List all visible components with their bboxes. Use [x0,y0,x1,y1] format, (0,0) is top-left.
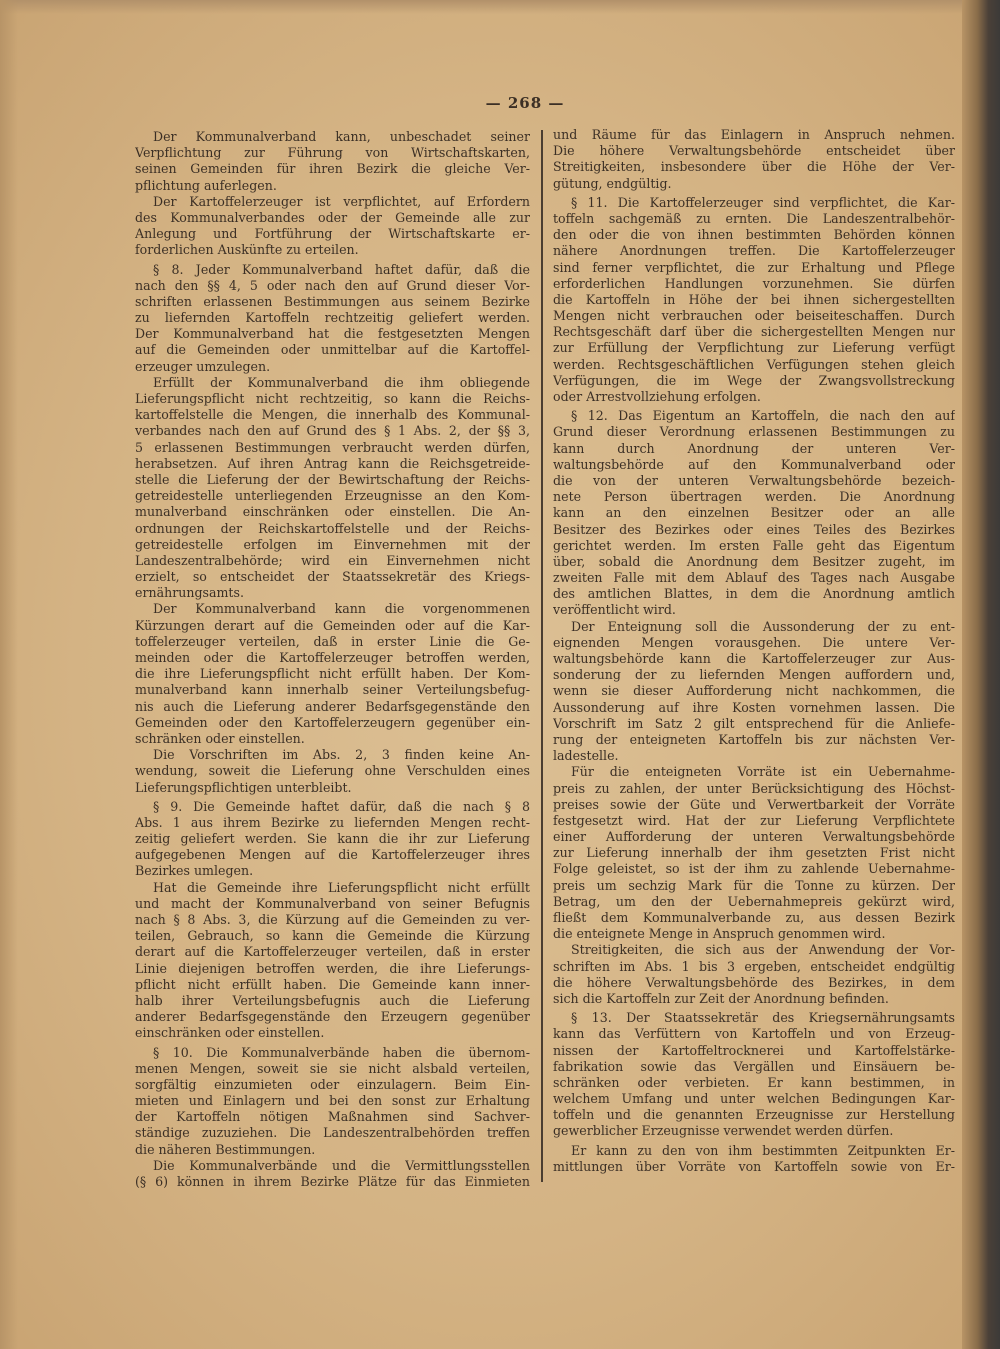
text-line: 5 erlassenen Bestimmungen verbraucht werden dürfen, [135,439,530,455]
text-line: verbandes nach den auf Grund des § 1 Abs. 2, der §§ 3, [135,423,530,439]
text-line: Die Kommunalverbände und die Vermittlungsstellen [153,1157,530,1173]
text-line: erzeuger umzulegen. [135,358,271,374]
text-line: seinen Gemeinden für ihren Bezirk die gleiche Ver- [135,161,530,177]
text-line: wenn sie dieser Aufforderung nicht nachkommen, die [553,683,955,699]
text-line: pflichtung auferlegen. [135,177,277,193]
text-line: toffeln und die genannten Erzeugnisse zur Herstellung [553,1107,955,1123]
text-line: Abs. 1 aus ihrem Bezirke zu liefernden Mengen recht- [135,814,530,830]
text-line: kann an den einzelnen Besitzer oder an alle [553,505,955,521]
text-line: Lieferungspflichtigen unterbleibt. [135,779,352,795]
text-line: des Kommunalverbandes oder der Gemeinde alle zur [135,209,530,225]
text-line: teilen, Gebrauch, so kann die Gemeinde die Kürzung [135,928,530,944]
text-line: Für die enteigneten Vorräte ist ein Uebernahme- [571,764,955,780]
text-line: Gemeinden oder den Kartoffelerzeugern gegenüber ein- [135,714,530,730]
paragraph [553,764,955,942]
text-line: zeitig geliefert werden. Sie kann die ihr zur Lieferung [135,831,530,847]
text-line: kartoffelstelle die Mengen, die innerhalb des Kommunal- [135,407,530,423]
text-line: über, sobald die Anordnung dem Besitzer zugeht, im [553,553,955,569]
page-number: — 268 — [485,94,565,112]
text-line: Vorschrift im Satz 2 gilt entsprechend für die Anliefe- [553,715,955,731]
text-line: aufgegebenen Mengen auf die Kartoffelerzeuger ihres [135,847,530,863]
text-line: § 9. Die Gemeinde haftet dafür, daß die nach § 8 [153,798,530,814]
text-line: Betrag, um den der Uebernahmepreis gekürzt wird, [553,893,955,909]
column-divider [541,130,543,1182]
text-line: einschränken oder einstellen. [135,1025,325,1041]
text-line: Streitigkeiten, die sich aus der Anwendung der Vor- [571,942,955,958]
text-line: veröffentlicht wird. [553,602,676,618]
paragraph [135,1045,530,1158]
text-line: toffeln sachgemäß zu ernten. Die Landeszentralbehör- [553,210,955,226]
paragraph [135,747,530,796]
text-line: Besitzer des Bezirkes oder eines Teiles des Bezirkes [553,521,955,537]
paragraph [135,375,530,602]
text-line: Hat die Gemeinde ihre Lieferungspflicht nicht erfüllt [153,879,530,895]
text-line: zweiten Falle mit dem Ablauf des Tages nach Ausgabe [553,570,955,586]
text-line: sorgfältig einzumieten oder einzulagern. Beim Ein- [135,1076,530,1092]
text-line: die enteignete Menge in Anspruch genommen wird. [553,926,886,942]
paragraph [553,942,955,1007]
paragraph [553,1010,955,1140]
text-line: derart auf die Kartoffelerzeuger verteilen, daß in erster [135,944,530,960]
text-line: auf die Gemeinden oder unmittelbar auf die Kartoffel- [135,342,530,358]
text-line: § 12. Das Eigentum an Kartoffeln, die nach den auf [571,408,955,424]
text-line: Lieferungspflicht nicht rechtzeitig, so kann die Reichs- [135,391,530,406]
text-line: § 10. Die Kommunalverbände haben die übernom- [153,1044,530,1060]
text-line: eignenden Mengen vorausgehen. Die untere Ver- [553,634,955,650]
text-line: halb ihrer Verteilungsbefugnis auch die Lieferung [135,992,530,1008]
text-line: zur Lieferung innerhalb der ihm gesetzten Frist nicht [553,845,955,861]
text-line: forderlichen Auskünfte zu erteilen. [135,242,359,258]
paragraph [135,1158,530,1190]
text-line: ernährungsamts. [135,585,244,601]
text-line: die Kartoffeln in Höhe der bei ihnen sichergestellten [553,291,955,307]
text-line: die höhere Verwaltungsbehörde des Bezirkes, in dem [553,974,955,990]
text-line: toffelerzeuger verteilen, daß in erster Linie die Ge- [135,633,530,649]
text-line: rung der enteigneten Kartoffeln bis zur nächsten Ver- [553,731,955,747]
text-line: menen Mengen, soweit sie sie nicht alsbald verteilen, [135,1060,530,1076]
book-binding-edge [962,0,1000,1349]
text-line: mittlungen über Vorräte von Kartoffeln sowie von Er- [553,1158,955,1174]
paragraph [553,619,955,765]
text-line: welchem Umfang und unter welchen Bedingungen Kar- [553,1091,955,1107]
text-line: festgesetzt wird. Hat der zur Lieferung Verpflichtete [553,812,955,828]
paragraph [135,262,530,375]
text-line: pflicht nicht erfüllt haben. Die Gemeinde kann inner- [135,976,530,992]
text-line: Bezirkes umlegen. [135,863,254,879]
text-line: gütung, endgültig. [553,175,672,191]
text-line: preis zu zahlen, der unter Berücksichtigung des Höchst- [553,780,955,796]
text-line: stelle die Lieferung der der Bewirtschaftung der Reichs- [135,471,530,487]
text-line: Die höhere Verwaltungsbehörde entscheidet über [553,143,955,159]
text-line: § 8. Jeder Kommunalverband haftet dafür, daß die [153,261,530,277]
text-line: und macht der Kommunalverband von seiner Befugnis [135,895,530,911]
text-line: sonderung der zu liefernden Mengen auffordern und, [553,667,955,683]
paragraph [135,129,530,194]
text-line: nach den §§ 4, 5 oder nach den auf Grund dieser Vor- [135,277,530,293]
text-line: waltungsbehörde kann die Kartoffelerzeuger zur Aus- [553,651,955,666]
text-line: Streitigkeiten, insbesondere über die Höhe der Ver- [553,159,955,175]
text-line: nis auch die Lieferung anderer Bedarfsgegenstände den [135,698,530,714]
page-edge-top [0,0,1000,14]
text-line: den oder die von ihnen bestimmten Behörden können [553,227,955,243]
text-line: munalverband kann innerhalb seiner Verteilungsbefug- [135,682,530,698]
text-line: Der Enteignung soll die Aussonderung der zu ent- [571,618,955,634]
text-line: anderer Bedarfsgegenstände den Erzeugern gegenüber [135,1009,530,1025]
paragraph [553,408,955,618]
text-line: erzielt, so entscheidet der Staatssekretär des Kriegs- [135,569,530,585]
text-line: Mengen nicht verbrauchen oder beiseiteschaffen. Durch [553,308,955,324]
text-line: getreidestelle unterliegenden Erzeugnisse an den Kom- [135,488,530,504]
text-line: schriften im Abs. 1 bis 3 ergeben, entscheidet endgültig [553,958,955,974]
text-line: Kürzungen derart auf die Gemeinden oder auf die Kar- [135,617,530,633]
text-line: und Räume für das Einlagern in Anspruch nehmen. [553,127,955,142]
text-line: Der Kommunalverband kann die vorgenommenen [153,601,530,617]
text-line: Verpflichtung zur Führung von Wirtschaftskarten, [135,145,530,161]
text-line: sich die Kartoffeln zur Zeit der Anordnung befinden. [553,990,889,1006]
text-line: die ihre Lieferungspflicht nicht erfüllt haben. Der Kom- [135,666,530,682]
text-line: fabrikation sowie das Vergällen und Einsäuern be- [553,1058,955,1074]
text-line: die von der unteren Verwaltungsbehörde bezeich- [553,472,955,488]
text-line: ordnungen der Reichskartoffelstelle und der Reichs- [135,520,530,536]
text-line: kann durch Anordnung der unteren Ver- [553,440,955,456]
text-line: Verfügungen, die im Wege der Zwangsvollstreckung [553,372,955,388]
text-line: preises sowie der Güte und Verwertbarkeit der Vorräte [553,796,955,812]
text-line: zu liefernden Kartoffeln rechtzeitig geliefert werden. [135,310,530,326]
text-line: wendung, soweit die Lieferung ohne Verschulden eines [135,763,530,779]
text-line: Die Vorschriften im Abs. 2, 3 finden keine An- [153,747,530,763]
paragraph [135,880,530,1042]
text-line: ladestelle. [553,748,619,764]
text-line: waltungsbehörde auf den Kommunalverband oder [553,456,955,472]
text-line: § 11. Die Kartoffelerzeuger sind verpflichtet, die Kar- [571,194,955,210]
text-line: Rechtsgeschäft darf über die sichergestellten Mengen nur [553,324,955,340]
text-line: nähere Anordnungen treffen. Die Kartoffelerzeuger [553,243,955,259]
text-line: Grund dieser Verordnung erlassenen Bestimmungen zu [553,424,955,440]
text-line: Der Kartoffelerzeuger ist verpflichtet, auf Erfordern [153,193,530,209]
text-line: Der Kommunalverband hat die festgesetzten Mengen [135,326,530,342]
text-line: Erfüllt der Kommunalverband die ihm obliegende [153,374,530,390]
text-line: schränken oder einstellen. [135,730,305,746]
text-line: sind ferner verpflichtet, die zur Erhaltung und Pflege [553,259,955,275]
text-line: mieten und Einlagern und bei den sonst zur Erhaltung [135,1093,530,1109]
text-line: zur Erfüllung der Verpflichtung zur Lieferung verfügt [553,340,955,356]
text-line: erforderlichen Handlungen vorzunehmen. Sie dürfen [553,275,955,291]
text-line: gerichtet werden. Im ersten Falle geht das Eigentum [553,537,955,553]
text-line: schriften erlassenen Bestimmungen aus seinem Bezirke [135,293,530,309]
paragraph [553,195,955,405]
text-line: einer Aufforderung der unteren Verwaltungsbehörde [553,829,955,845]
text-line: werden. Rechtsgeschäftlichen Verfügungen stehen gleich [553,356,955,372]
page-edge-left [0,0,18,1349]
text-line: Anlegung und Fortführung der Wirtschaftskarte er- [135,226,530,242]
text-line: herabsetzen. Auf ihren Antrag kann die Reichsgetreide- [135,455,530,471]
paragraph [553,127,955,192]
text-line: Er kann zu den von ihm bestimmten Zeitpunkten Er- [571,1142,955,1158]
text-line: des amtlichen Blattes, in dem die Anordnung amtlich [553,586,955,602]
text-line: Der Kommunalverband kann, unbeschadet seiner [153,129,530,144]
text-line: Folge geleistet, so ist der ihm zu zahlende Uebernahme- [553,861,955,877]
text-line: schränken oder verbieten. Er kann bestimmen, in [553,1074,955,1090]
text-line: (§ 6) können in ihrem Bezirke Plätze für das Einmieten [135,1174,530,1189]
text-line: nete Person übertragen werden. Die Anordnung [553,489,955,505]
paragraph [135,194,530,259]
text-line: § 13. Der Staatssekretär des Kriegsernährungsamts [571,1010,955,1026]
text-line: ständige zuzuziehen. Die Landeszentralbehörden treffen [135,1125,530,1141]
text-line: nissen der Kartoffeltrocknerei und Kartoffelstärke- [553,1042,955,1058]
text-line: oder Arrestvollziehung erfolgen. [553,389,761,404]
text-line: fließt dem Kommunalverbande zu, aus dessen Bezirk [553,910,955,925]
text-line: die näheren Bestimmungen. [135,1141,316,1157]
text-line: preis um sechzig Mark für die Tonne zu kürzen. Der [553,877,955,893]
text-line: meinden oder die Kartoffelerzeuger betroffen werden, [135,650,530,665]
text-line: getreidestelle erfolgen im Einvernehmen mit der [135,536,530,552]
text-line: kann das Verfüttern von Kartoffeln und von Erzeug- [553,1026,955,1042]
text-line: munalverband einschränken oder einstellen. Die An- [135,504,530,520]
text-line: der Kartoffeln nötigen Maßnahmen sind Sachver- [135,1109,530,1125]
left-column [135,129,530,1190]
text-line: Linie diejenigen betroffen werden, die ihre Lieferungs- [135,960,530,976]
right-column [553,127,955,1175]
paragraph [553,1143,955,1175]
text-line: gewerblicher Erzeugnisse verwendet werden dürfen. [553,1123,894,1139]
text-line: nach § 8 Abs. 3, die Kürzung auf die Gemeinden zu ver- [135,912,530,927]
paragraph [135,799,530,880]
text-line: Landeszentralbehörde; wird ein Einvernehmen nicht [135,552,530,568]
paragraph [135,601,530,747]
text-line: Aussonderung auf ihre Kosten vornehmen lassen. Die [553,699,955,715]
